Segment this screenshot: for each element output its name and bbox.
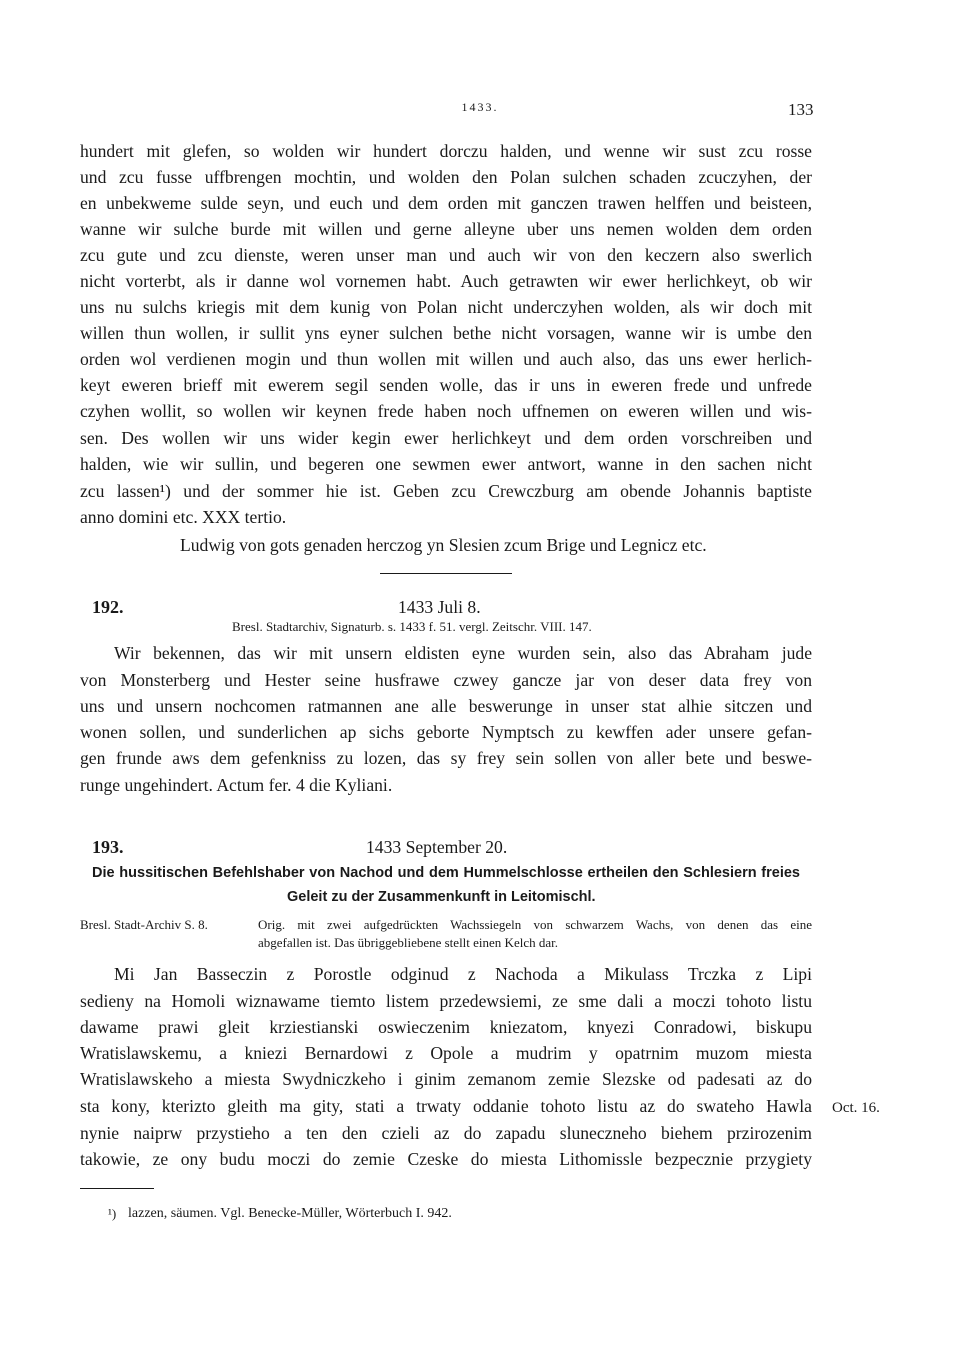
text-line: takowie, ze ony budu moczi do zemie Czeske do miesta Lithomissle bezpecznie przygiety	[80, 1149, 812, 1169]
text-line: zcu gute und zcu dienste, weren unser man und auch wir von den keczern also swerlich	[80, 245, 812, 265]
text-line: anno domini etc. XXX tertio.	[80, 507, 287, 527]
text-line: sen. Des wollen wir uns wider kegin ewer herlichkeyt und dem orden vorschreiben und	[80, 428, 812, 448]
source-description: Orig. mit zwei aufgedrückten Wachssiegeln von schwarzem Wachs, von denen das eine	[258, 917, 812, 932]
source-label: Bresl. Stadt-Archiv S. 8.	[80, 917, 208, 932]
source-description: abgefallen ist. Das übriggebliebene stellt einen Kelch dar.	[258, 935, 558, 950]
text-line: en unbekweme sulde seyn, und euch und dem orden mit ganczen trawen helffen und beisteen,	[80, 193, 812, 213]
text-line: Mi Jan Basseczin z Porostle odginud z Nachoda a Mikulass Trczka z Lipi	[114, 964, 812, 984]
text-line: uns und unsern nochcomen ratmannen ane alle beswerunge in unser stat alhie sitczen und	[80, 696, 812, 716]
text-line: orden wol verdienen mogin und thun wollen mit willen und auch also, das uns ewer herlich-	[80, 349, 812, 369]
document-title: Die hussitischen Befehlshaber von Nachod und dem Hummelschlosse ertheilen den Schlesiern freies	[92, 865, 800, 881]
document-date: 1433 Juli 8.	[398, 597, 481, 617]
text-line: nynie naiprw przystieho a ten den czieli az do zapadu sluneczneho biehem przirozenim	[80, 1123, 812, 1143]
document-date: 1433 September 20.	[366, 837, 508, 857]
footnote-mark: ¹)	[108, 1206, 117, 1221]
text-line: hundert mit glefen, so wolden wir hundert dorczu halden, und wenne wir sust zcu rosse	[80, 141, 812, 161]
text-line: wonen sollen, und sunderlichen ap sichs geborte Nymptsch zu kewffen ader unsere gefan-	[80, 722, 812, 742]
document-number: 193.	[92, 837, 124, 857]
text-line: Wir bekennen, das wir mit unsern eldisten eyne wurden sein, also das Abraham jude	[114, 643, 812, 663]
text-line: keyt eweren brieff mit ewerem segil senden wolle, das ir uns in eweren frede und unfrede	[80, 375, 812, 395]
text-line: halden, wie wir sullin, und begeren one sewmen ewer antwort, wanne in den sachen nicht	[80, 454, 812, 474]
footnote-text: lazzen, säumen. Vgl. Benecke-Müller, Wörterbuch I. 942.	[128, 1206, 452, 1221]
text-line: willen thun wollen, ir sullit yns eyner sulchen bethe nicht vorsagen, wanne wir is umbe den	[80, 323, 812, 343]
margin-note: Oct. 16.	[832, 1100, 880, 1116]
text-line: Wratislawskemu, a kniezi Bernardowi z Opole a mudrim y opatrnim muzom miesta	[80, 1043, 812, 1063]
text-line: runge ungehindert. Actum fer. 4 die Kyliani.	[80, 775, 393, 795]
source-reference: Bresl. Stadtarchiv, Signaturb. s. 1433 f. 51. vergl. Zeitschr. VIII. 147.	[232, 619, 592, 634]
signature-line: Ludwig von gots genaden herczog yn Slesien zcum Brige und Legnicz etc.	[180, 535, 707, 555]
text-line: und zcu fusse uffbrengen mochtin, und wolden den Polan sulchen schaden zcuczyhen, der	[80, 167, 812, 187]
text-line: von Monsterberg und Hester seine husfrawe czwey gancze jar von deser data frey von	[80, 670, 812, 690]
page-number: 133	[788, 100, 814, 119]
text-line: sedieny na Homoli wiznawame tiemto listem przedewsiemi, ze sme dali a moczi tohoto listu	[80, 991, 812, 1011]
text-line: dawame prawi gleit krziestianski oswieczenim kniezatom, knyezi Conradowi, biskupu	[80, 1017, 812, 1037]
section-divider	[380, 573, 512, 574]
text-line: sta kony, kterizto gleith ma gity, stati a trwaty oddanie tohoto listu az do swateho Hawla	[80, 1096, 812, 1116]
text-line: zcu lassen¹) und der sommer hie ist. Geben zcu Crewczburg am obende Johannis baptiste	[80, 481, 812, 501]
document-title: Geleit zu der Zusammenkunft in Leitomischl.	[287, 889, 596, 905]
text-line: uns nu sulchs kriegis mit dem kunig von Polan nicht underczyhen wolden, als wir doch mit	[80, 297, 812, 317]
text-line: gen frunde aws dem gefenkniss zu lozen, das sy frey sein sollen von aller bete und beswe-	[80, 748, 812, 768]
text-line: Wratislawskeho a miesta Swydniczkeho i ginim zemanom zemie Slezske od padesati az do	[80, 1069, 812, 1089]
text-line: nicht vorterbt, als ir danne wol vornemen habt. Auch getrawten wir ewer herlichkeyt, ob wir	[80, 271, 812, 291]
text-line: czyhen wollit, so wollen wir keynen frede haben noch uffnemen on eweren willen und wis-	[80, 401, 812, 421]
document-number: 192.	[92, 597, 124, 617]
text-line: wanne wir sulche burde mit willen und gerne alleyne uber uns nemen wolden dem orden	[80, 219, 812, 239]
footnote-divider	[80, 1188, 154, 1189]
running-head-year: 1433.	[461, 100, 499, 114]
